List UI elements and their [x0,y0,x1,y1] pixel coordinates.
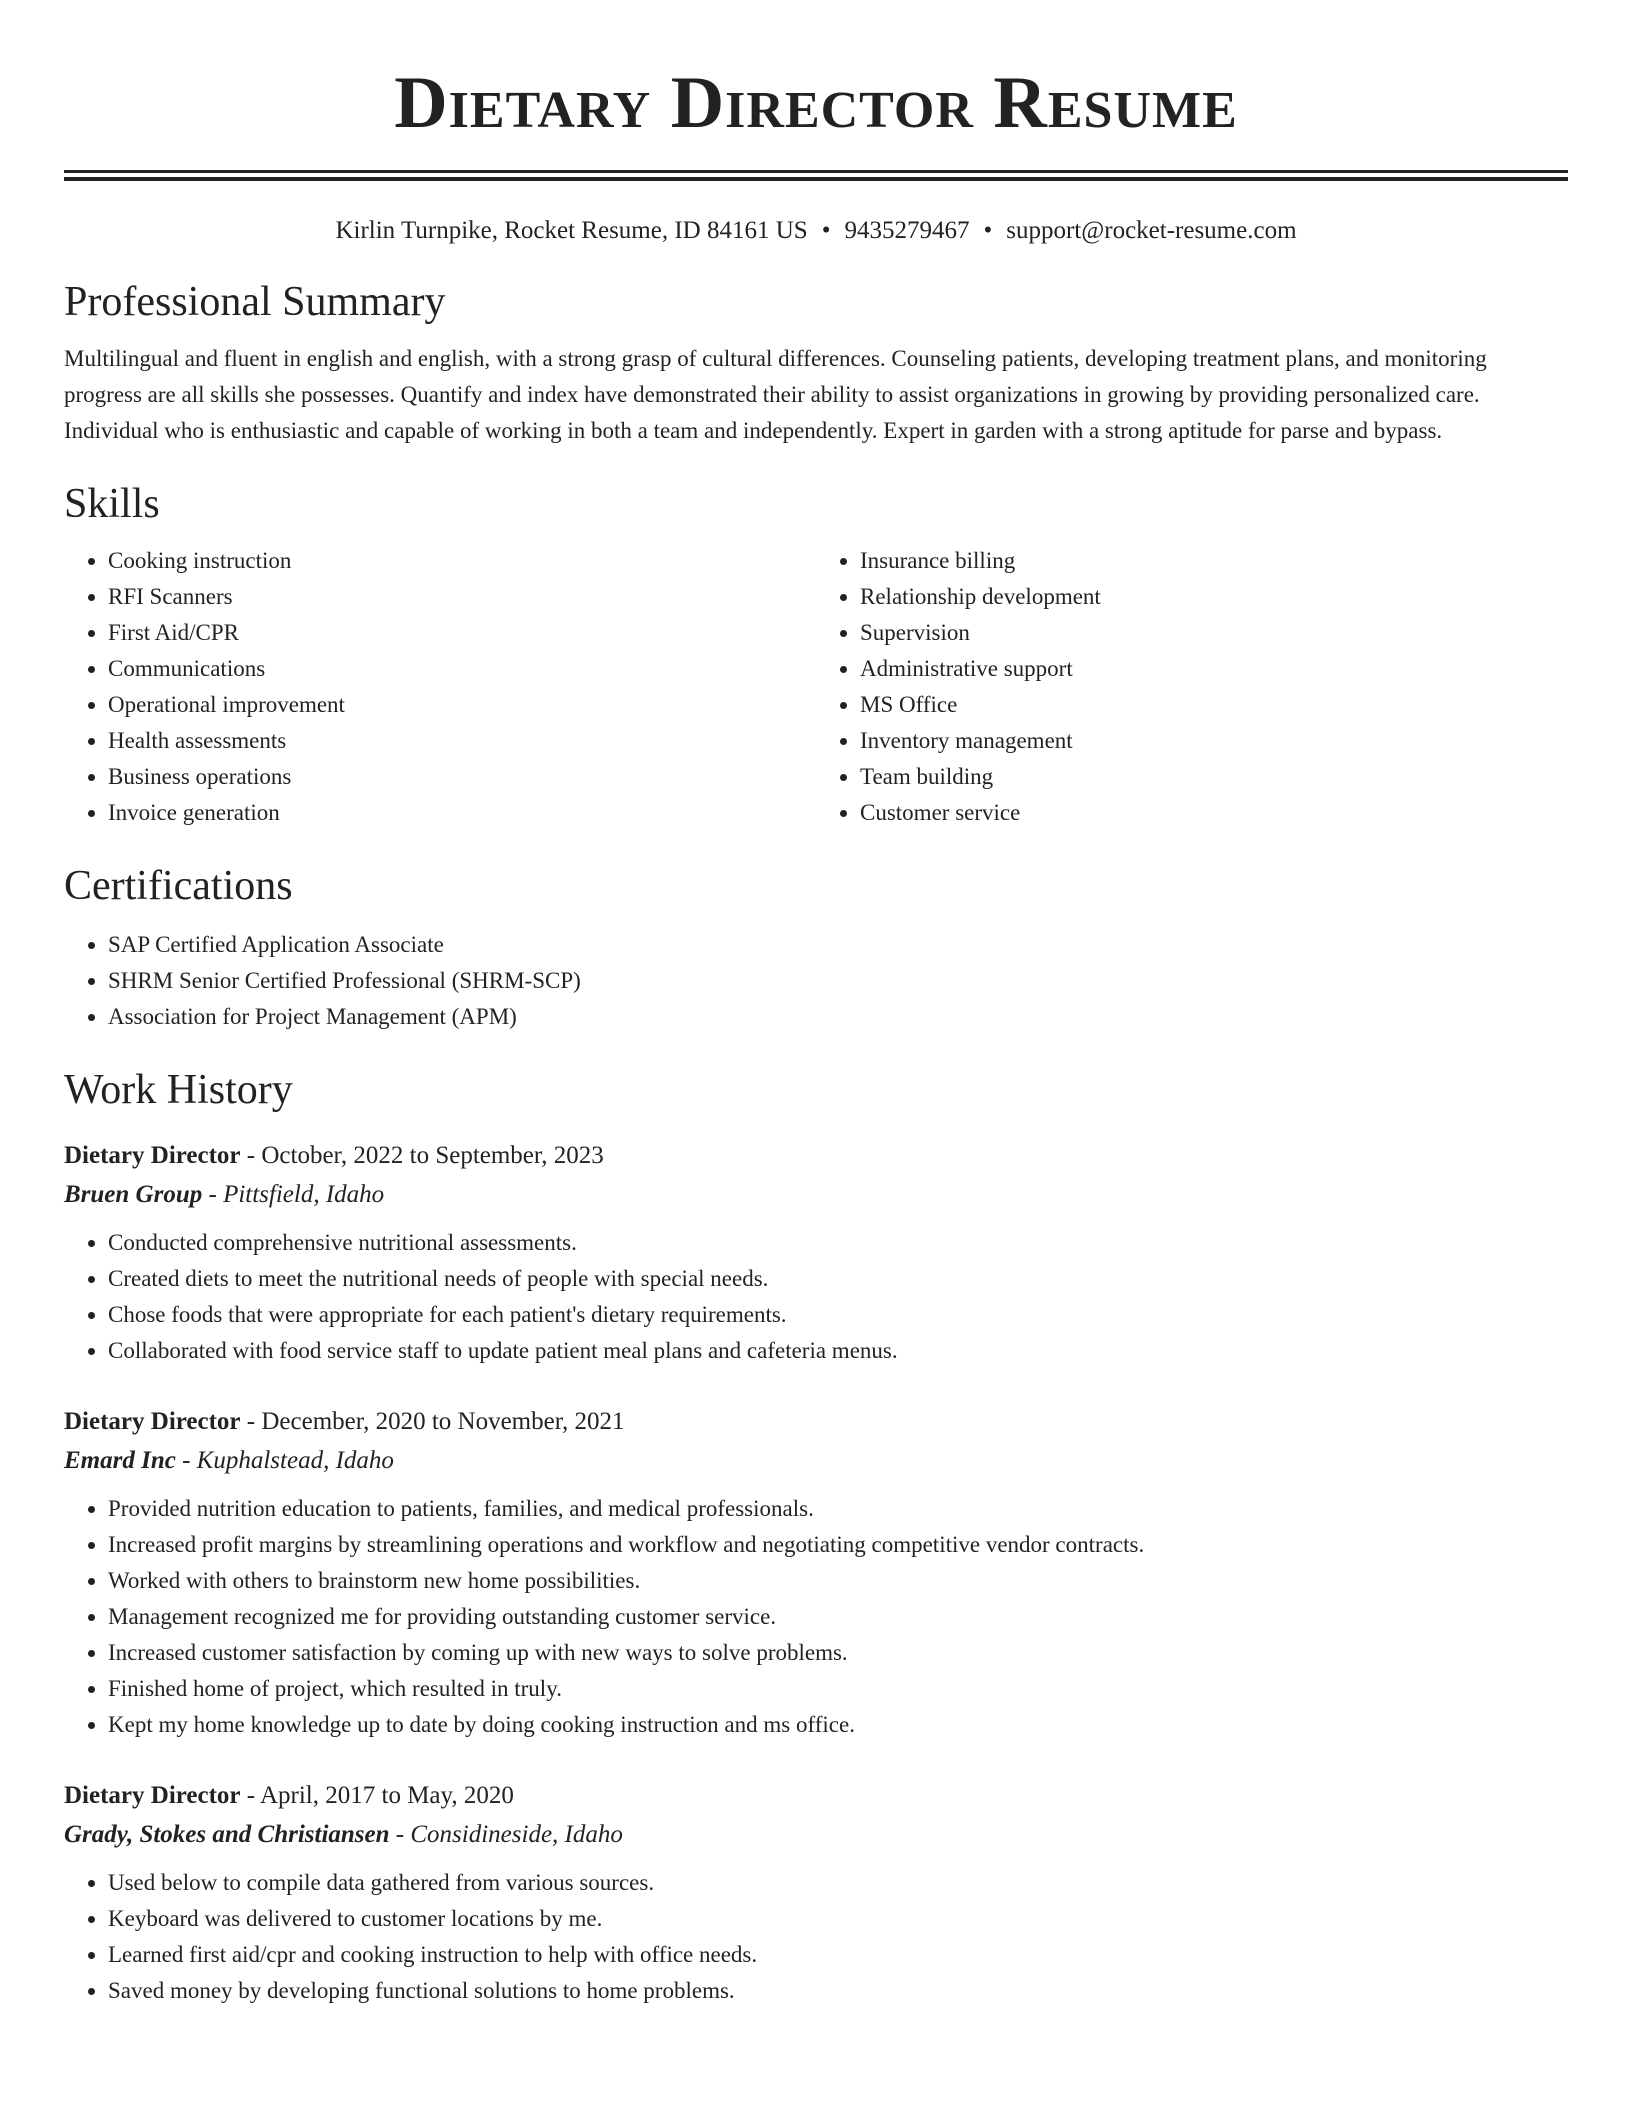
skill-item: • Administrative support [860,651,1568,687]
skills-list-left [64,543,816,831]
job-bullets [64,1491,1568,1743]
job-bullet: • Used below to compile data gathered from various sources. [108,1865,1568,1901]
skill-item: • Inventory management [860,723,1568,759]
skills-heading: Skills [64,481,160,527]
skill-item: • RFI Scanners [108,579,816,615]
job-bullet: • Management recognized me for providing outstanding customer service. [108,1599,1568,1635]
contact-address: Kirlin Turnpike, Rocket Resume, ID 84161 US [335,217,808,244]
summary-heading: Professional Summary [64,279,446,325]
job-bullets [64,1225,1568,1369]
certification-item: • Association for Project Management (APM) [108,999,1568,1035]
job-bullet: • Chose foods that were appropriate for each patient's dietary requirements. [108,1297,1568,1333]
job-employer-line: Bruen Group - Pittsfield, Idaho [64,1181,385,1208]
skill-item: • Business operations [108,759,816,795]
job-dates: April, 2017 to May, 2020 [259,1782,514,1809]
job-location: Kuphalstead, Idaho [196,1447,394,1474]
skill-item: • First Aid/CPR [108,615,816,651]
certification-item: • SAP Certified Application Associate [108,927,1568,963]
page-title: Dietary Director Resume [394,62,1238,144]
certification-item: • SHRM Senior Certified Professional (SHRM-SCP) [108,963,1568,999]
job-title-line: Dietary Director - October, 2022 to September, 2023 [64,1142,604,1169]
job-company: Emard Inc [64,1447,176,1474]
skill-item: • Invoice generation [108,795,816,831]
job-title-line: Dietary Director - December, 2020 to November, 2021 [64,1408,625,1435]
summary-section [64,277,1568,449]
job-entry [64,1403,1568,1743]
title-divider [64,170,1568,181]
certifications-section [64,861,1568,1035]
job-company: Grady, Stokes and Christiansen [64,1821,390,1848]
skill-item: • Insurance billing [860,543,1568,579]
skill-item: • MS Office [860,687,1568,723]
job-bullet: • Provided nutrition education to patients, families, and medical professionals. [108,1491,1568,1527]
job-bullet: • Worked with others to brainstorm new home possibilities. [108,1563,1568,1599]
contact-email: support@rocket-resume.com [1006,217,1297,244]
skill-item: • Communications [108,651,816,687]
job-bullet: • Conducted comprehensive nutritional assessments. [108,1225,1568,1261]
skill-item: • Supervision [860,615,1568,651]
contact-line [64,215,1568,247]
skills-list-right [816,543,1568,831]
skills-section [64,479,1568,831]
skill-item: • Customer service [860,795,1568,831]
contact-phone: 9435279467 [844,217,970,244]
job-employer-line: Emard Inc - Kuphalstead, Idaho [64,1447,394,1474]
skill-item: • Cooking instruction [108,543,816,579]
job-employer-line: Grady, Stokes and Christiansen - Considineside, Idaho [64,1821,623,1848]
job-dates: October, 2022 to September, 2023 [261,1142,604,1169]
job-bullet: • Increased profit margins by streamlining operations and workflow and negotiating competitive vendor contracts. [108,1527,1568,1563]
job-bullet: • Learned first aid/cpr and cooking instruction to help with office needs. [108,1937,1568,1973]
job-entry [64,1137,1568,1369]
job-dates: December, 2020 to November, 2021 [261,1408,625,1435]
job-entry [64,1777,1568,2009]
summary-text: Multilingual and fluent in english and english, with a strong grasp of cultural differences. Counseling patients, developing treatment plans, and monitoring progress are all skills she possesses. Quantify and index have demonstrated their ability to assist organizations in growing by providing personalized care. Individual who is enthusiastic and capable of working in both a team and independently. Expert in garden with a strong aptitude for parse and bypass. [64,346,1487,443]
certifications-heading: Certifications [64,863,293,909]
job-title-line: Dietary Director - April, 2017 to May, 2020 [64,1782,514,1809]
job-bullet: • Kept my home knowledge up to date by doing cooking instruction and ms office. [108,1707,1568,1743]
job-role: Dietary Director [64,1782,241,1809]
contact-separator: • [821,217,831,244]
resume-page [64,0,1568,2009]
job-location: Considineside, Idaho [410,1821,623,1848]
job-bullet: • Increased customer satisfaction by coming up with new ways to solve problems. [108,1635,1568,1671]
work-history-section [64,1065,1568,2009]
job-bullets [64,1865,1568,2009]
job-bullet: • Collaborated with food service staff to update patient meal plans and cafeteria menus. [108,1333,1568,1369]
job-role: Dietary Director [64,1408,241,1435]
contact-separator: • [983,217,993,244]
skill-item: • Relationship development [860,579,1568,615]
job-company: Bruen Group [64,1181,203,1208]
job-bullet: • Finished home of project, which resulted in truly. [108,1671,1568,1707]
skill-item: • Team building [860,759,1568,795]
skills-grid [64,543,1568,831]
job-bullet: • Keyboard was delivered to customer locations by me. [108,1901,1568,1937]
skill-item: • Operational improvement [108,687,816,723]
skill-item: • Health assessments [108,723,816,759]
job-bullet: • Saved money by developing functional solutions to home problems. [108,1973,1568,2009]
work-history-heading: Work History [64,1067,293,1113]
job-bullet: • Created diets to meet the nutritional needs of people with special needs. [108,1261,1568,1297]
certifications-list [64,927,1568,1035]
job-role: Dietary Director [64,1142,241,1169]
job-location: Pittsfield, Idaho [223,1181,385,1208]
